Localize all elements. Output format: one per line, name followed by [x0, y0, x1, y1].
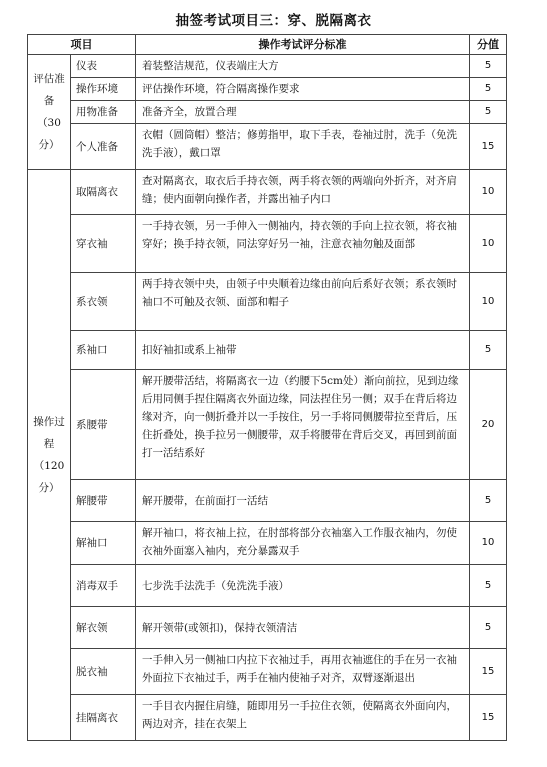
criteria-cell: 衣帽（圆筒帽）整洁；修剪指甲，取下手表，卷袖过肘，洗手（免洗洗手液），戴口罩 [136, 124, 470, 170]
score-cell: 5 [470, 331, 507, 370]
category-operation-process: 操作过程（120分） [28, 170, 71, 741]
scoring-table [27, 34, 507, 741]
document-title: 抽签考试项目三：穿、脱隔离衣 [175, 13, 372, 29]
score-cell: 10 [470, 522, 507, 565]
criteria-cell: 查对隔离衣，取衣后手持衣领，两手将衣领的两端向外折齐，对齐肩缝；使内面朝向操作者，并露出袖子内口 [136, 170, 470, 215]
score-cell: 5 [470, 607, 507, 649]
item-cell: 操作环境 [71, 78, 136, 101]
table-row [28, 273, 507, 331]
item-cell: 脱衣袖 [71, 649, 136, 695]
table-row [28, 78, 507, 101]
criteria-cell: 一手持衣领，另一手伸入一侧袖内，持衣领的手向上拉衣领，将衣袖穿好；换手持衣领，同法穿好另一袖，注意衣袖勿触及面部 [136, 215, 470, 273]
table-row [28, 607, 507, 649]
table-row [28, 101, 507, 124]
score-cell: 5 [470, 55, 507, 78]
item-cell: 仪表 [71, 55, 136, 78]
item-cell: 系袖口 [71, 331, 136, 370]
criteria-cell: 两手持衣领中央，由领子中央顺着边缘由前向后系好衣领；系衣领时袖口不可触及衣领、面部和帽子 [136, 273, 470, 331]
item-cell: 解腰带 [71, 480, 136, 522]
criteria-cell: 扣好袖扣或系上袖带 [136, 331, 470, 370]
score-cell: 15 [470, 124, 507, 170]
table-row [28, 331, 507, 370]
table-row [28, 522, 507, 565]
score-cell: 15 [470, 649, 507, 695]
score-cell: 5 [470, 101, 507, 124]
item-cell: 消毒双手 [71, 565, 136, 607]
table-row [28, 480, 507, 522]
table-row [28, 695, 507, 741]
criteria-cell: 一手伸入另一侧袖口内拉下衣袖过手，再用衣袖遮住的手在另一衣袖外面拉下衣袖过手，两手在袖内使袖子对齐，双臂逐渐退出 [136, 649, 470, 695]
criteria-cell: 准备齐全，放置合理 [136, 101, 470, 124]
item-cell: 系腰带 [71, 370, 136, 480]
criteria-cell: 评估操作环境，符合隔离操作要求 [136, 78, 470, 101]
table-row [28, 124, 507, 170]
header-score: 分值 [470, 35, 507, 55]
criteria-cell: 解开腰带，在前面打一活结 [136, 480, 470, 522]
item-cell: 穿衣袖 [71, 215, 136, 273]
score-cell: 15 [470, 695, 507, 741]
item-cell: 个人准备 [71, 124, 136, 170]
item-cell: 系衣领 [71, 273, 136, 331]
item-cell: 挂隔离衣 [71, 695, 136, 741]
table-row [28, 55, 507, 78]
criteria-cell: 七步洗手法洗手（免洗洗手液） [136, 565, 470, 607]
score-cell: 10 [470, 215, 507, 273]
item-cell: 解衣领 [71, 607, 136, 649]
criteria-cell: 解开腰带活结，将隔离衣一边（约腰下5cm处）渐向前拉，见到边缘后用同侧手捏住隔离衣外面边缘，同法捏住另一侧；双手在背后将边缘对齐，向一侧折叠并以一手按住，另一手将同侧腰带拉至背后，压住折叠处，换手拉另一侧腰带，双手将腰带在背后交叉，再回到前面打一活结系好 [136, 370, 470, 480]
header-criteria: 操作考试评分标准 [136, 35, 470, 55]
score-cell: 5 [470, 78, 507, 101]
score-cell: 10 [470, 273, 507, 331]
table-row [28, 565, 507, 607]
category-evaluation-prep: 评估准备（30分） [28, 55, 71, 170]
score-cell: 20 [470, 370, 507, 480]
item-cell: 用物准备 [71, 101, 136, 124]
criteria-cell: 一手目衣内握住肩缝，随即用另一手拉住衣领，使隔离衣外面向内，两边对齐，挂在衣架上 [136, 695, 470, 741]
header-item: 项目 [28, 35, 136, 55]
header-row [28, 35, 507, 55]
criteria-cell: 解开袖口，将衣袖上拉，在肘部将部分衣袖塞入工作服衣袖内，勿使衣袖外面塞入袖内，充分暴露双手 [136, 522, 470, 565]
table-row [28, 170, 507, 215]
item-cell: 取隔离衣 [71, 170, 136, 215]
table-row [28, 649, 507, 695]
score-cell: 5 [470, 565, 507, 607]
criteria-cell: 解开领带(或领扣)，保持衣领清洁 [136, 607, 470, 649]
score-cell: 10 [470, 170, 507, 215]
table-row [28, 215, 507, 273]
score-cell: 5 [470, 480, 507, 522]
table-row [28, 370, 507, 480]
item-cell: 解袖口 [71, 522, 136, 565]
criteria-cell: 着装整洁规范，仪表端庄大方 [136, 55, 470, 78]
